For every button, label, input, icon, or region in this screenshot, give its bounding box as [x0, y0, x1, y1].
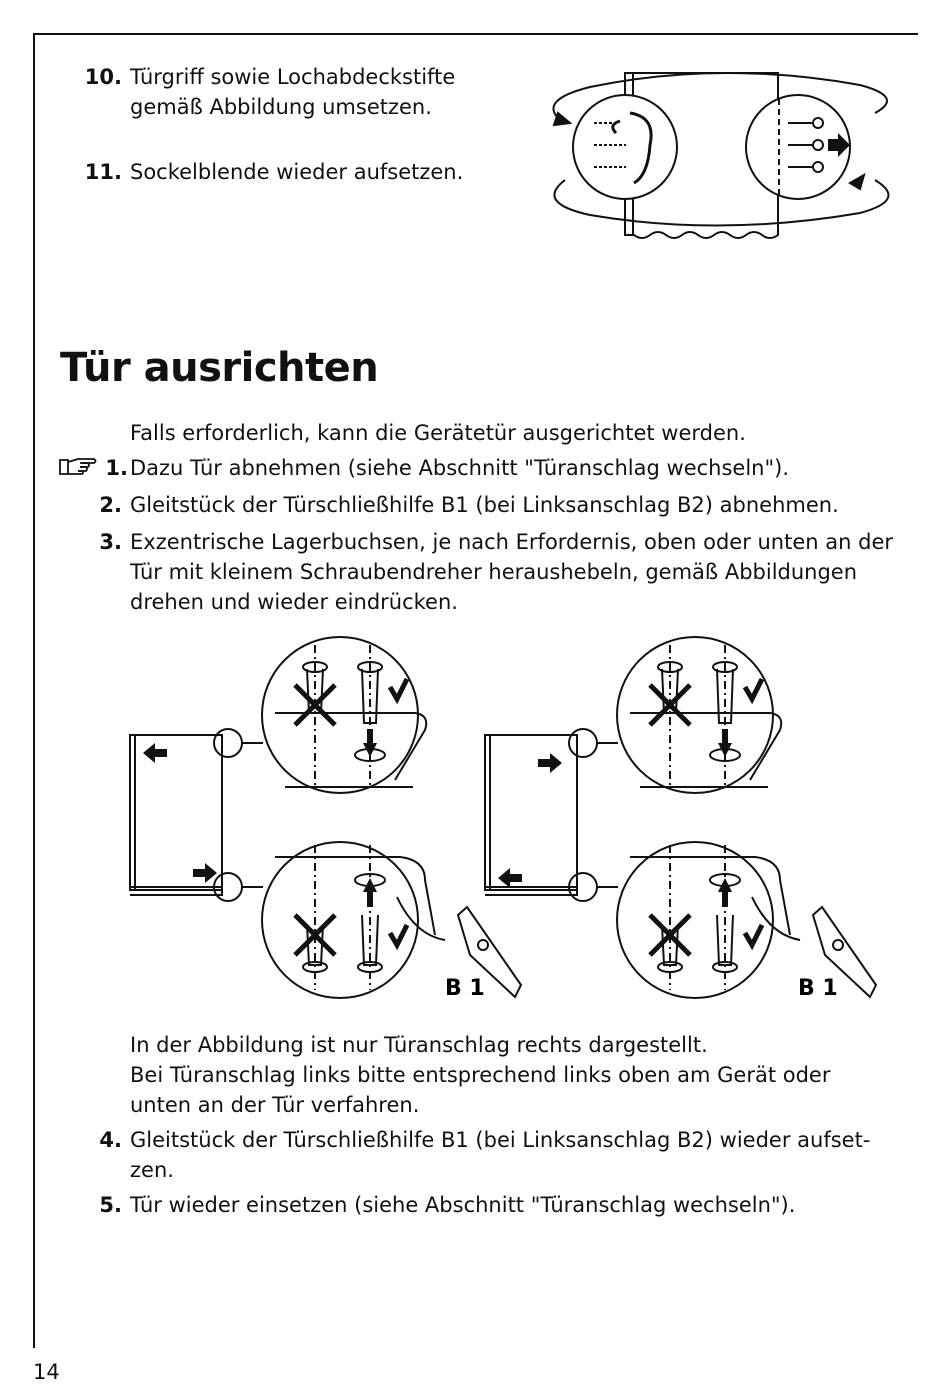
section-heading: Tür ausrichten: [60, 345, 379, 391]
step-10-line-1: Türgriff sowie Lochabdeckstifte: [130, 65, 456, 89]
step-11-line-1: Sockelblende wieder aufsetzen.: [130, 160, 464, 184]
step-5-number: 5.: [99, 1193, 122, 1217]
step-3-line-1: Exzentrische Lagerbuchsen, je nach Erfordernis, oben oder unten an der: [130, 530, 893, 554]
note-line-2: Bei Türanschlag links bitte entsprechend links oben am Gerät oder: [130, 1063, 831, 1087]
step-3-line-3: drehen und wieder eindrücken.: [130, 590, 458, 614]
step-11-number: 11.: [84, 160, 122, 184]
note-line-3: unten an der Tür verfahren.: [130, 1093, 420, 1117]
right-b1-label: B 1: [798, 976, 838, 1001]
step-2-number: 2.: [99, 493, 122, 517]
step-1-line-1: Dazu Tür abnehmen (siehe Abschnitt "Türanschlag wechseln").: [130, 456, 789, 480]
step-4-number: 4.: [99, 1128, 122, 1152]
step-4-line-1: Gleitstück der Türschließhilfe B1 (bei Linksanschlag B2) wieder aufset-: [130, 1128, 871, 1152]
step-5-line-1: Tür wieder einsetzen (siehe Abschnitt "Türanschlag wechseln").: [130, 1193, 796, 1217]
intro-text: Falls erforderlich, kann die Gerätetür ausgerichtet werden.: [130, 421, 746, 445]
page-number: 14: [33, 1360, 60, 1384]
handle-swap-illustration: [530, 65, 910, 250]
step-3-number: 3.: [99, 530, 122, 554]
step-10-line-2: gemäß Abbildung umsetzen.: [130, 95, 432, 119]
step-1-number: 1.: [105, 456, 128, 480]
step-2-line-1: Gleitstück der Türschließhilfe B1 (bei Linksanschlag B2) abnehmen.: [130, 493, 839, 517]
top-rule: [33, 33, 918, 35]
note-line-1: In der Abbildung ist nur Türanschlag rechts dargestellt.: [130, 1033, 708, 1057]
left-b1-label: B 1: [445, 976, 485, 1001]
step-3-line-2: Tür mit kleinem Schraubendreher heraushebeln, gemäß Abbildungen: [130, 560, 858, 584]
left-margin-rule: [33, 33, 35, 1348]
step-10-number: 10.: [84, 65, 122, 89]
step-4-line-2: zen.: [130, 1158, 174, 1182]
door-alignment-illustration: [125, 635, 885, 1005]
